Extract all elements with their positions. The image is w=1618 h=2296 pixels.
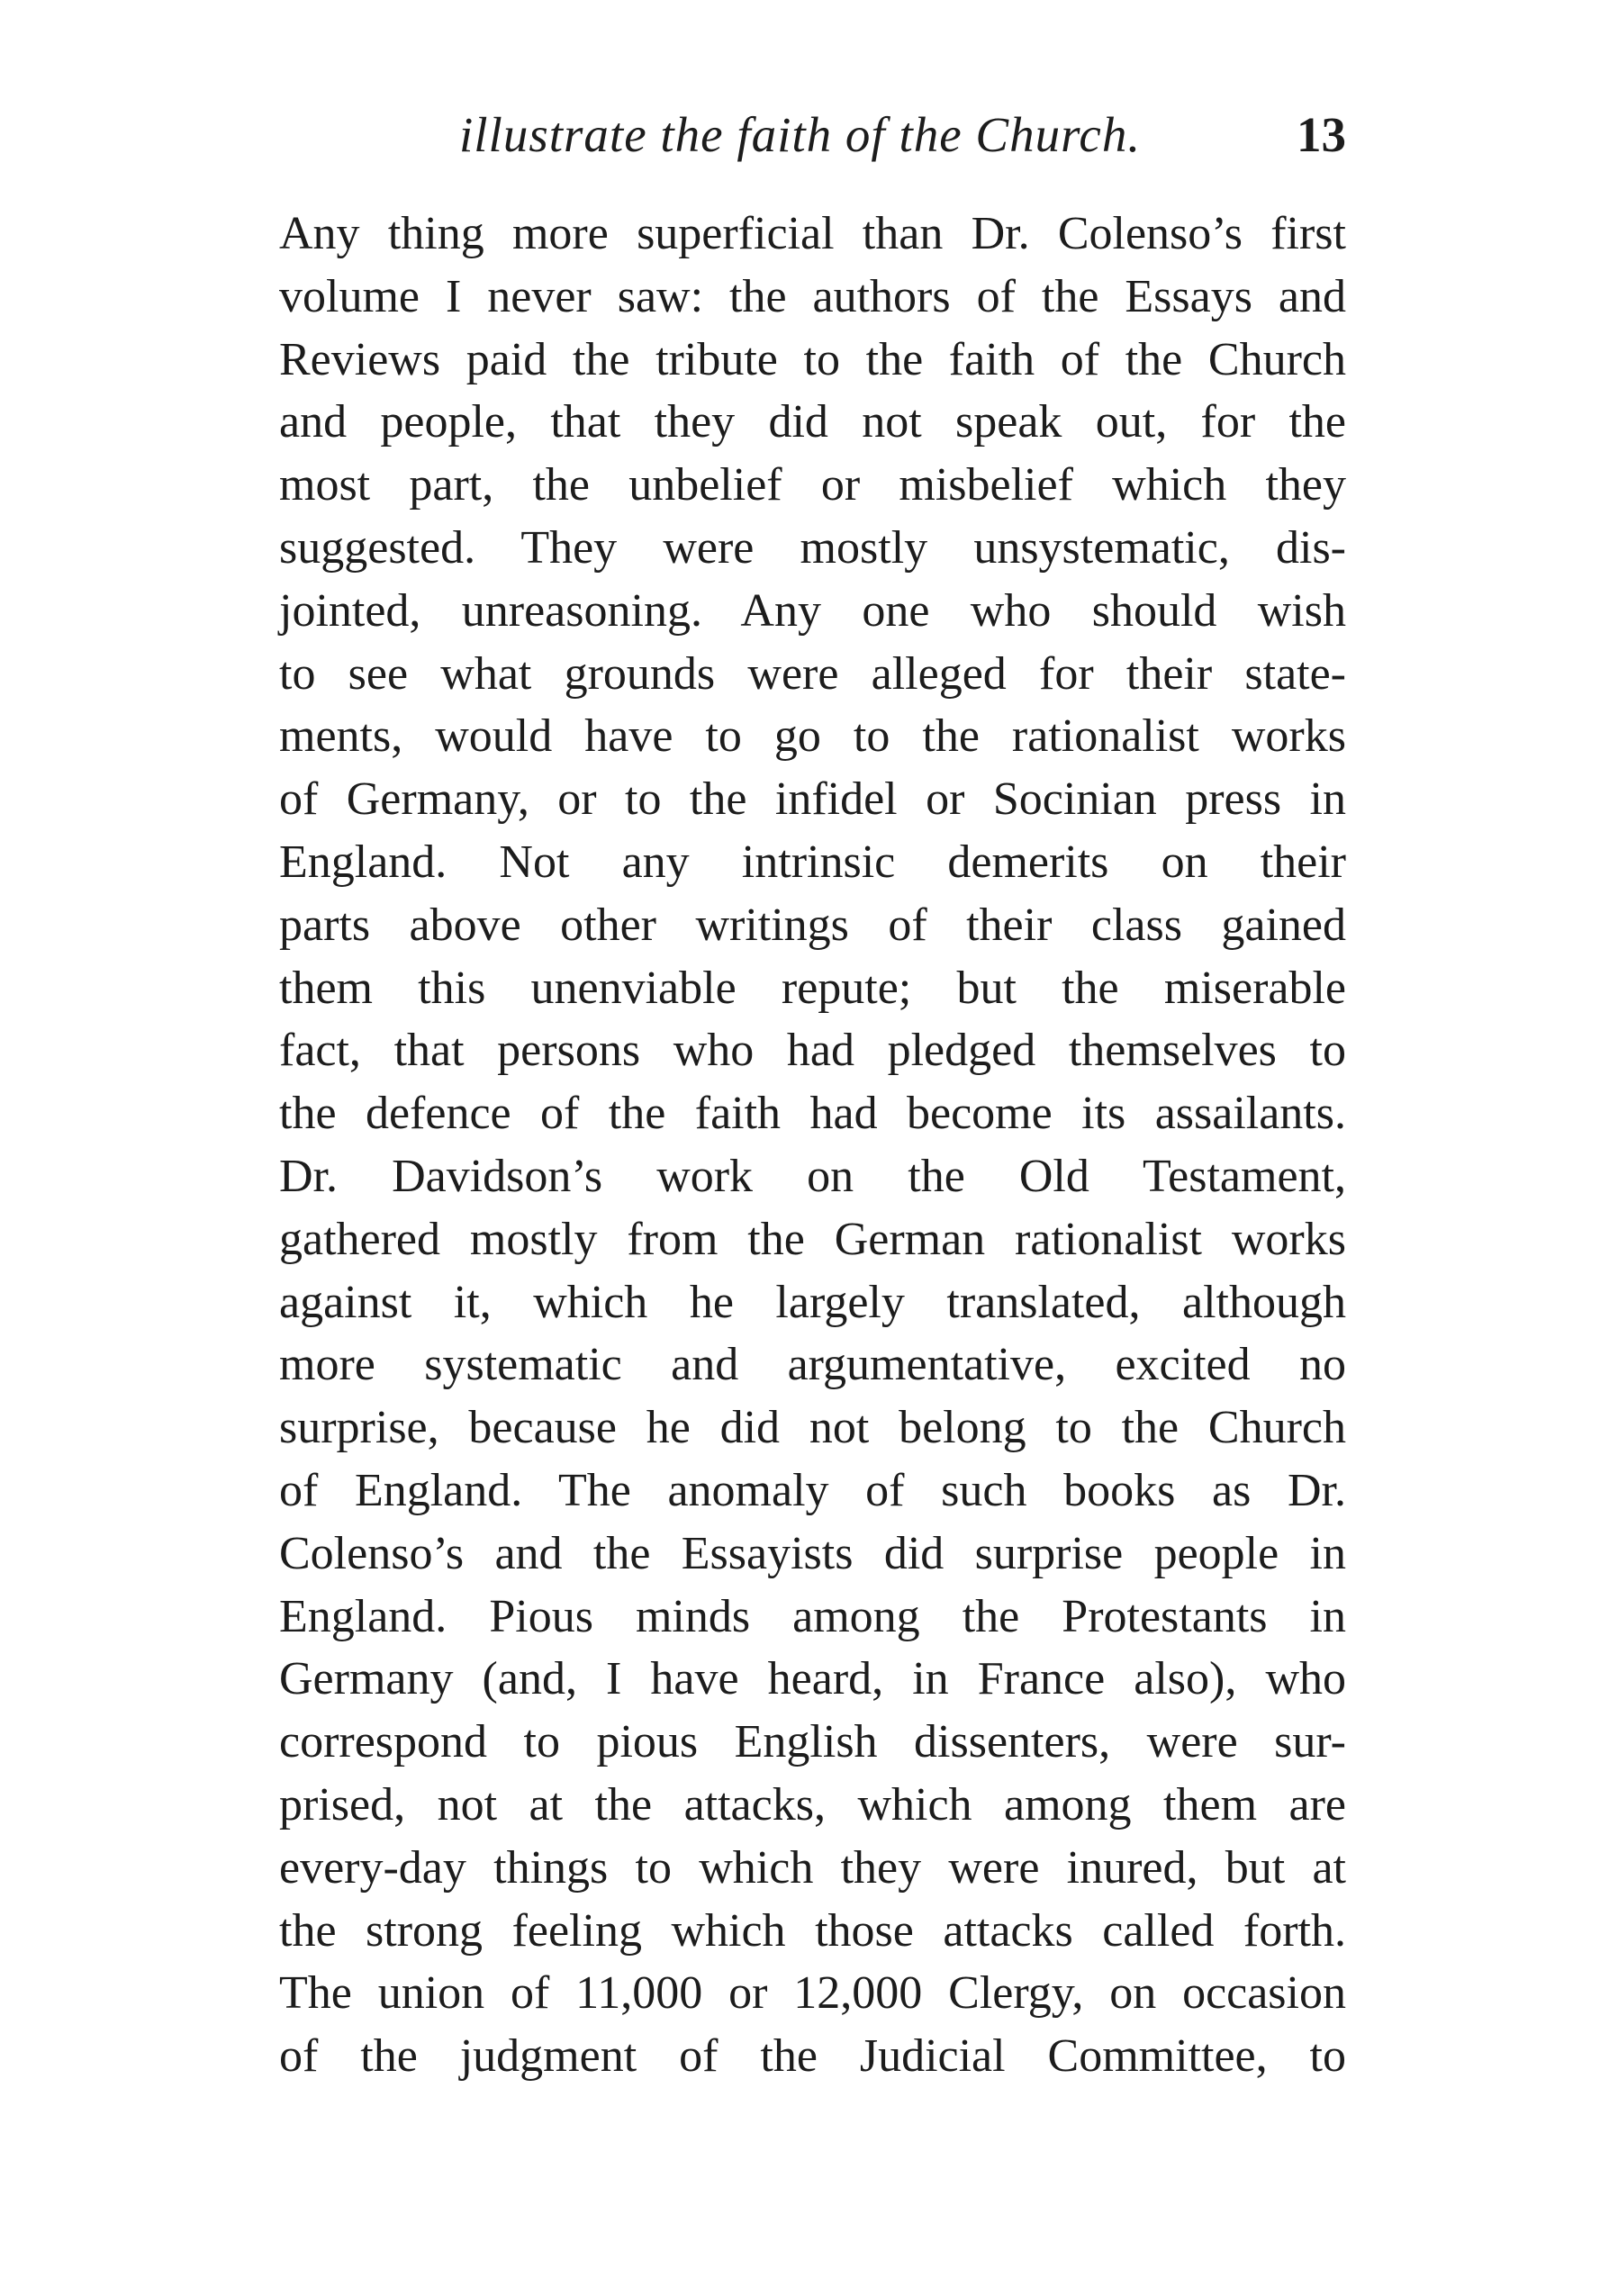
text-line: the strong feeling which those attacks called forth. [279,1904,1346,1957]
text-line: the defence of the faith had become its assailants. [279,1088,1346,1140]
running-head [279,99,1346,171]
text-line: jointed, unreasoning. Any one who should wish [279,584,1346,637]
body-text [279,203,1346,2088]
text-line: ments, would have to go to the rationalist works [279,710,1346,763]
text-line: parts above other writings of their class gained [279,899,1346,951]
text-line: of England. The anomaly of such books as Dr. [279,1464,1346,1516]
text-line: of Germany, or to the infidel or Socinian press in [279,773,1346,826]
text-line: correspond to pious English dissenters, were sur- [279,1716,1346,1768]
text-line: England. Not any intrinsic demerits on their [279,836,1346,888]
text-line: fact, that persons who had pledged themselves to [279,1025,1346,1077]
text-line: Any thing more superficial than Dr. Colenso’s first [279,208,1346,259]
text-line: and people, that they did not speak out, for the [279,396,1346,448]
text-line: against it, which he largely translated, although [279,1276,1346,1328]
text-line: surprise, because he did not belong to the Church [279,1402,1346,1454]
text-line: them this unenviable repute; but the miserable [279,962,1346,1014]
text-line: suggested. They were mostly unsystematic, dis- [279,521,1346,574]
text-line: Reviews paid the tribute to the faith of the Church [279,333,1346,385]
running-head-title: illustrate the faith of the Church. [459,107,1142,162]
text-line: every-day things to which they were inured, but at [279,1841,1346,1894]
text-line: prised, not at the attacks, which among them are [279,1778,1346,1830]
text-line: Germany (and, I have heard, in France also), who [279,1653,1346,1705]
text-line: most part, the unbelief or misbelief which they [279,459,1346,511]
text-line: Colenso’s and the Essayists did surprise people in [279,1527,1346,1579]
text-line: more systematic and argumentative, excited no [279,1339,1346,1391]
text-line: volume I never saw: the authors of the Essays and [279,270,1346,322]
text-line: to see what grounds were alleged for their state- [279,647,1346,700]
text-line: The union of 11,000 or 12,000 Clergy, on occasion [279,1967,1346,2020]
page-number: 13 [1297,107,1346,162]
text-line: Dr. Davidson’s work on the Old Testament, [279,1150,1346,1202]
text-line: England. Pious minds among the Protestants in [279,1590,1346,1642]
text-line: gathered mostly from the German rationalist works [279,1213,1346,1265]
text-line: of the judgment of the Judicial Committee, to [279,2030,1346,2083]
